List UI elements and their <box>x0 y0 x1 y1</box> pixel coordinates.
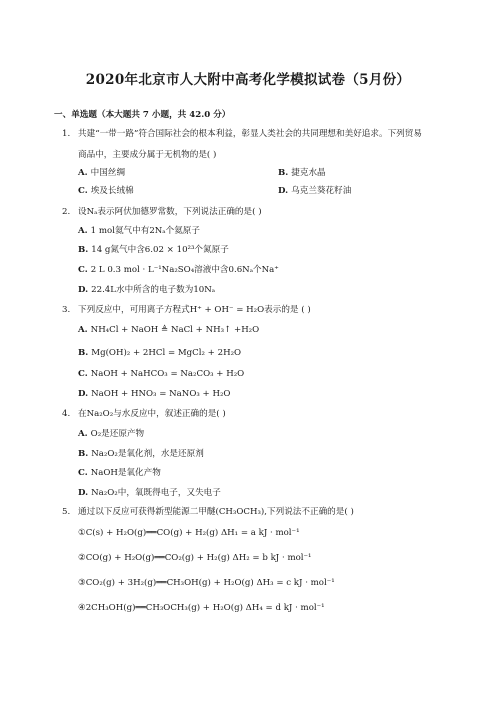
option-letter: B. <box>78 449 89 459</box>
equation-text: ③CO₂(g) + 3H₂(g)══CH₃OH(g) + H₂O(g) ΔH₃ = c kJ · mol⁻¹ <box>78 578 335 588</box>
option-c <box>78 186 134 197</box>
option-letter: A. <box>78 325 88 335</box>
question-number: 5. <box>62 507 71 517</box>
question-stem: 商品中，主要成分属于无机物的是( ) <box>78 150 217 160</box>
option-a <box>78 325 259 336</box>
option-letter: A. <box>78 429 88 439</box>
option-b <box>78 449 204 460</box>
option-text: 14 g氮气中含6.02 × 10²³个氮原子 <box>91 245 229 255</box>
option-text: 埃及长绒棉 <box>90 186 134 196</box>
option-c <box>78 369 244 380</box>
section-heading: 一、单选题（本大题共 7 小题，共 42.0 分） <box>54 110 231 120</box>
option-text: Mg(OH)₂ + 2HCl = MgCl₂ + 2H₂O <box>91 348 242 358</box>
option-text: Na₂O₂中，氧既得电子，又失电子 <box>91 488 221 498</box>
equation-text: ②CO(g) + H₂O(g)══CO₂(g) + H₂(g) ΔH₂ = b kJ · mol⁻¹ <box>78 553 312 563</box>
option-letter: D. <box>78 488 89 498</box>
option-letter: B. <box>278 168 289 178</box>
option-d <box>78 285 215 296</box>
question-number: 2. <box>62 207 71 217</box>
option-text: NH₄Cl + NaOH ≜ NaCl + NH₃↑ +H₂O <box>90 325 260 335</box>
option-text: O₂是还原产物 <box>90 429 145 439</box>
option-letter: D. <box>78 285 89 295</box>
option-text: 乌克兰葵花籽油 <box>291 186 352 196</box>
option-letter: D. <box>78 389 89 399</box>
option-d <box>78 488 221 499</box>
option-b <box>278 168 326 179</box>
question-stem: 下列反应中，可用离子方程式H⁺ + OH⁻ = H₂O表示的是 ( ) <box>78 305 311 315</box>
option-text: 中国丝绸 <box>90 168 126 178</box>
equation-text: ①C(s) + H₂O(g)══CO(g) + H₂(g) ΔH₁ = a kJ · mol⁻¹ <box>78 528 300 538</box>
option-a <box>78 429 144 440</box>
option-letter: D. <box>278 186 289 196</box>
option-letter: C. <box>78 265 88 275</box>
option-c <box>78 265 279 276</box>
option-letter: C. <box>78 186 88 196</box>
question-stem: 通过以下反应可获得新型能源二甲醚(CH₃OCH₃),下列说法不正确的是( ) <box>78 507 354 517</box>
option-d <box>278 186 351 197</box>
option-letter: A. <box>78 168 88 178</box>
option-a <box>78 168 125 179</box>
question-stem: 共建“一带一路”符合国际社会的根本利益，彰显人类社会的共同理想和美好追求。下列贸易 <box>78 129 422 139</box>
option-letter: C. <box>78 468 88 478</box>
equation-3 <box>78 578 335 589</box>
option-letter: B. <box>78 348 89 358</box>
equation-text: ④2CH₃OH(g)══CH₃OCH₃(g) + H₂O(g) ΔH₄ = d kJ · mol⁻¹ <box>78 603 325 613</box>
option-letter: A. <box>78 226 88 236</box>
question-number: 1. <box>62 129 71 139</box>
option-b <box>78 245 229 256</box>
question-number: 3. <box>62 305 71 315</box>
option-text: 22.4L水中所含的电子数为10Nₐ <box>91 285 216 295</box>
equation-1 <box>78 528 300 539</box>
option-text: 2 L 0.3 mol · L⁻¹Na₂SO₄溶液中含0.6Nₐ个Na⁺ <box>90 265 279 275</box>
option-text: NaOH + NaHCO₃ = Na₂CO₃ + H₂O <box>90 369 245 379</box>
page-title: 2020年北京市人大附中高考化学模拟试卷（5月份） <box>85 72 411 88</box>
option-text: NaOH + HNO₃ = NaNO₃ + H₂O <box>91 389 231 399</box>
option-d <box>78 389 230 400</box>
equation-4 <box>78 603 325 614</box>
option-text: 1 mol氦气中有2Nₐ个氦原子 <box>90 226 200 236</box>
question-stem: 在Na₂O₂与水反应中，叙述正确的是( ) <box>78 409 226 419</box>
question-number: 4. <box>62 409 71 419</box>
question-stem: 设Nₐ表示阿伏加德罗常数，下列说法正确的是( ) <box>78 207 262 217</box>
option-b <box>78 348 241 359</box>
option-text: NaOH是氧化产物 <box>90 468 161 478</box>
option-letter: C. <box>78 369 88 379</box>
option-a <box>78 226 200 237</box>
option-c <box>78 468 161 479</box>
equation-2 <box>78 553 312 564</box>
option-letter: B. <box>78 245 89 255</box>
option-text: Na₂O₂是氧化剂，水是还原剂 <box>91 449 204 459</box>
option-text: 捷克水晶 <box>291 168 326 178</box>
